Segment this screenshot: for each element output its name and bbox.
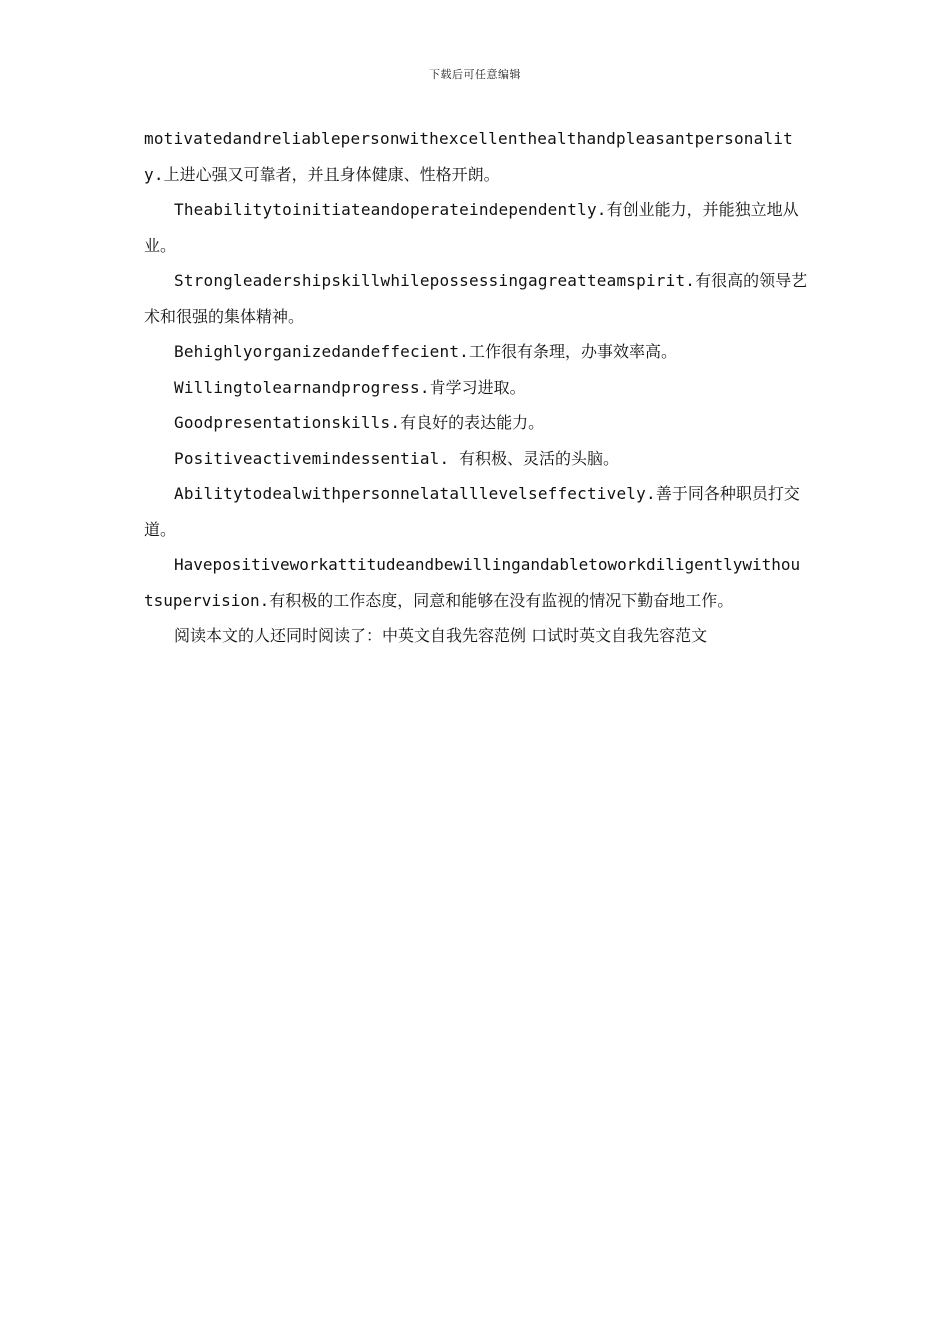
paragraph-9-english: Havepositiveworkattitudeandbewillingandabletoworkdiligentlywithoutsupervision. (144, 555, 801, 610)
paragraph-2-chinese: 有创业能力，并能独立地从业。 (144, 200, 799, 255)
paragraph-7-chinese: 有积极、灵活的头脑。 (458, 448, 619, 468)
paragraph-4-chinese: 工作很有条理，办事效率高。 (468, 342, 677, 361)
paragraph-2 (144, 192, 808, 263)
paragraph-5-english: Willingtolearnandprogress. (174, 377, 430, 397)
page-header: 下载后可任意编辑 (429, 68, 521, 81)
paragraph-9 (144, 547, 808, 618)
paragraph-1-chinese: 上进心强又可靠者，并且身体健康、性格开朗。 (163, 164, 500, 184)
paragraph-6 (144, 405, 808, 441)
paragraph-10-chinese: 阅读本文的人还同时阅读了：中英文自我先容范例 口试时英文自我先容范文 (174, 626, 708, 645)
paragraph-6-chinese: 有良好的表达能力。 (400, 413, 545, 432)
paragraph-8-english: Abilitytodealwithpersonnelatalllevelseffectively. (174, 484, 656, 503)
paragraph-3-chinese: 有很高的领导艺术和很强的集体精神。 (144, 271, 808, 326)
paragraph-10 (144, 618, 808, 654)
paragraph-5 (144, 370, 808, 406)
paragraph-6-english: Goodpresentationskills. (174, 413, 401, 432)
paragraph-9-chinese: 有积极的工作态度，同意和能够在没有监视的情况下勤奋地工作。 (269, 590, 734, 610)
paragraph-4 (144, 334, 808, 370)
paragraph-7-english: Positiveactivemindessential. (174, 448, 450, 468)
document-body (144, 121, 808, 654)
paragraph-1-english: motivatedandreliablepersonwithexcellenthealthandpleasantpersonality. (144, 129, 793, 184)
paragraph-4-english: Behighlyorganizedandeffecient. (174, 342, 469, 361)
paragraph-2-english: Theabilitytoinitiateandoperateindependently. (174, 200, 607, 219)
paragraph-5-chinese: 肯学习进取。 (429, 377, 526, 397)
paragraph-7 (144, 441, 808, 477)
paragraph-8-chinese: 善于同各种职员打交道。 (144, 484, 800, 539)
paragraph-3 (144, 263, 808, 334)
paragraph-1 (144, 121, 808, 192)
paragraph-3-english: Strongleadershipskillwhilepossessingagreatteamspirit. (174, 271, 696, 290)
paragraph-8 (144, 476, 808, 547)
